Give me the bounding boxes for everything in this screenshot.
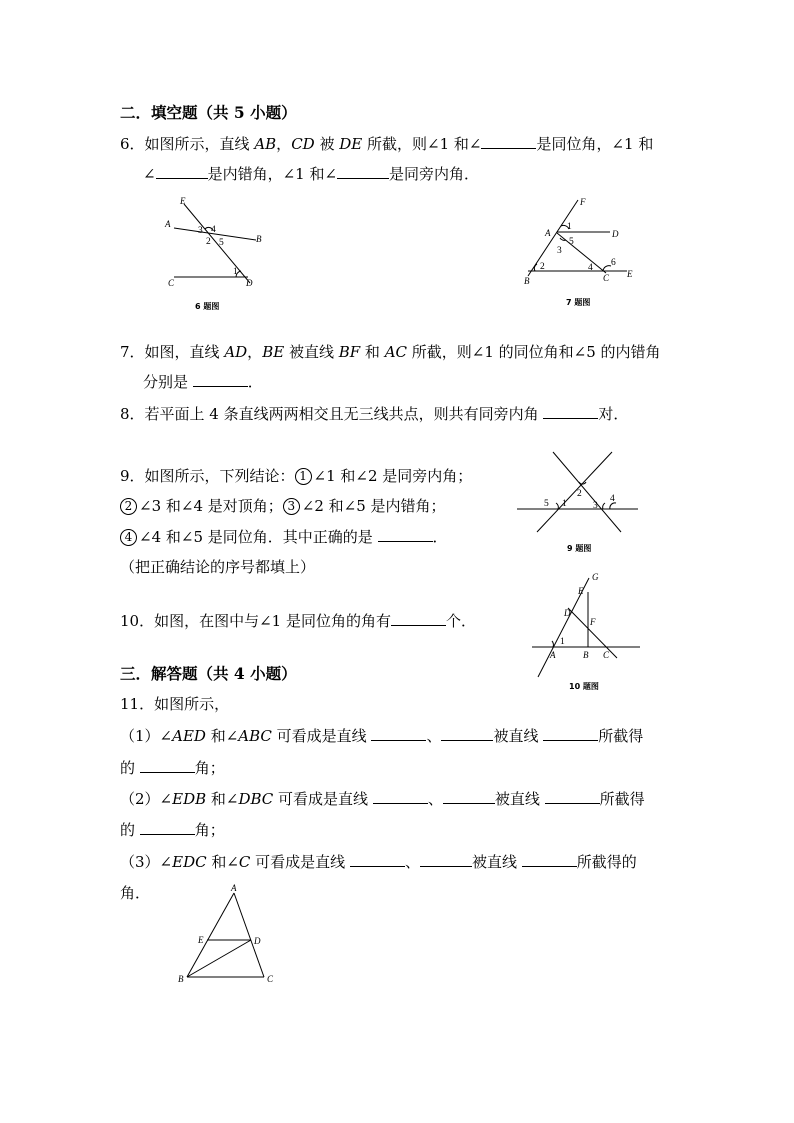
q11-p3-cut: 所截得的: [576, 853, 637, 871]
q6-mid: 被: [314, 135, 340, 153]
q8-post: 对．: [598, 405, 629, 423]
q11-p2-pre: （2）∠: [120, 790, 173, 808]
q6-line2-mid: 是内错角，∠1 和∠: [207, 165, 338, 183]
fig9-num-2: 2: [577, 489, 582, 499]
fig7-label-f: F: [580, 197, 586, 207]
q11-p3-edc: EDC: [172, 853, 207, 871]
q11-p1-by: 被直线: [493, 727, 544, 745]
fig7-label-e: E: [627, 269, 633, 279]
fig9-num-3: 3: [593, 501, 598, 511]
q9-line-4: （把正确结论的序号都填上）: [120, 558, 316, 576]
fig7-num-2: 2: [540, 262, 545, 272]
fig10-label-e: E: [578, 586, 584, 596]
q11-p2-dbc: DBC: [238, 790, 274, 808]
fig7-num-6: 6: [611, 258, 616, 268]
fig7-num-4: 4: [588, 263, 593, 273]
q7-text: 7．如图，直线: [120, 343, 225, 361]
fig7-label-b: B: [524, 276, 530, 286]
q7-bf: BF: [338, 343, 361, 361]
q11-p2-and: 和∠: [206, 790, 239, 808]
fig10-num-1: 1: [560, 637, 565, 647]
q11-p1-and: 和∠: [205, 727, 239, 745]
q10-text: 10．如图，在图中与∠1 是同位角的角有: [120, 612, 391, 630]
q10-post: 个．: [445, 612, 476, 630]
q9-line2-mid: ∠3 和∠4 是对顶角；: [139, 497, 283, 515]
q6-angle-sign: ∠: [143, 165, 156, 183]
q7-post: 所截，则∠1 的同位角和∠5 的内错角: [407, 343, 661, 361]
fig7-num-1: 1: [567, 222, 572, 232]
q6-line1-end: 是同位角，∠1 和: [536, 135, 654, 153]
q7-ac: AC: [384, 343, 408, 361]
q11-p3-c: C: [238, 853, 251, 871]
fig6-label-c: C: [168, 278, 175, 288]
fig7-caption: 7 题图: [566, 298, 591, 307]
fig9-num-5: 5: [544, 499, 549, 509]
fig11-segment-bd: [187, 940, 251, 977]
q6-comma: ，: [276, 135, 292, 153]
q7-line2-pre: 分别是: [143, 373, 193, 391]
q9-text: 9．如图所示，下列结论：: [120, 467, 295, 485]
fig11-label-e: E: [198, 935, 204, 945]
section-2-heading: 二．填空题（共 5 小题）: [120, 103, 297, 122]
q6-post: 所截，则∠1 和∠: [362, 135, 482, 153]
q11-p1-pre: （1）∠: [120, 727, 173, 745]
q9-line1-post: ∠1 和∠2 是同旁内角；: [313, 467, 473, 485]
fig7-num-5: 5: [569, 237, 574, 247]
fig6-num-4: 4: [211, 225, 216, 235]
q11-p1-text: 可看成是直线: [271, 727, 372, 745]
fig9-num-1: 1: [562, 499, 567, 509]
fig11-label-c: C: [267, 974, 274, 984]
q6-ab: AB: [254, 135, 277, 153]
q11-p1-cut: 所截得: [598, 727, 644, 745]
q11-p2-end: 角；: [194, 821, 225, 839]
q11-p1-aed: AED: [172, 727, 206, 745]
fig10-label-f: F: [590, 617, 596, 627]
q11-p2-sep: 、: [427, 790, 443, 808]
q11-p2-text: 可看成是直线: [273, 790, 373, 808]
fig11-label-a: A: [231, 883, 237, 893]
q6-cd: CD: [291, 135, 315, 153]
fig10-label-c: C: [603, 650, 610, 660]
q11-p2-by: 被直线: [494, 790, 545, 808]
q11-p3-text: 可看成是直线: [250, 853, 350, 871]
q6-line2-end: 是同旁内角．: [389, 165, 480, 183]
fig6-label-d: D: [246, 278, 253, 288]
fig7-label-c: C: [603, 273, 610, 283]
fig10-caption: 10 题图: [569, 682, 599, 691]
fig6-num-3: 3: [198, 226, 203, 236]
q9-option-3: 3: [283, 498, 300, 515]
fig10-label-a: A: [550, 650, 556, 660]
q8-text: 8．若平面上 4 条直线两两相交且无三线共点，则共有同旁内角: [120, 405, 544, 423]
fig6-caption: 6 题图: [195, 302, 220, 311]
fig6-num-5: 5: [219, 238, 224, 248]
fig9-caption: 9 题图: [567, 544, 592, 553]
q7-mid2: 和: [360, 343, 385, 361]
q6-text: 6．如图所示，直线: [120, 135, 255, 153]
q9-line2-post: ∠2 和∠5 是内错角；: [301, 497, 446, 515]
q11-p3-by: 被直线: [471, 853, 522, 871]
q6-de: DE: [339, 135, 363, 153]
fig11-side-ac: [234, 893, 264, 977]
q11-p3-pre: （3）∠: [120, 853, 173, 871]
q11-part-3-line-2: 角．: [120, 884, 151, 902]
q11-p1-sep: 、: [426, 727, 442, 745]
fig6-label-b: B: [256, 234, 262, 244]
q11-p1-abc: ABC: [238, 727, 272, 745]
fig11-label-d: D: [254, 936, 261, 946]
fig6-label-e: E: [180, 196, 186, 206]
q9-line3-pre: ∠4 和∠5 是同位角．其中正确的是: [139, 528, 378, 546]
fig6-num-2: 2: [206, 237, 211, 247]
q11-p2-edb: EDB: [172, 790, 207, 808]
q11-p3-and: 和∠: [206, 853, 239, 871]
fig7-label-a: A: [545, 228, 551, 238]
fig11-label-b: B: [178, 974, 184, 984]
q11-p3-sep: 、: [404, 853, 420, 871]
fig9-num-4: 4: [610, 494, 615, 504]
fig6-num-1: 1: [233, 267, 238, 277]
q11-p2-de: 的: [120, 821, 140, 839]
fig10-label-d: D: [564, 608, 571, 618]
q11-p1-end: 角；: [194, 759, 225, 777]
q11-p2-cut: 所截得: [599, 790, 645, 808]
q9-line3-post: ．: [432, 528, 448, 546]
q11-p1-de: 的: [120, 759, 140, 777]
fig7-num-3: 3: [557, 246, 562, 256]
fig6-label-a: A: [165, 219, 171, 229]
q9-option-1: 1: [295, 468, 312, 485]
q9-option-2: 2: [120, 498, 137, 515]
q7-line2-post: ．: [247, 373, 263, 391]
section-3-heading: 三．解答题（共 4 小题）: [120, 664, 297, 683]
q11-intro: 11．如图所示，: [120, 695, 230, 713]
q9-option-4: 4: [120, 529, 137, 546]
q7-be: BE: [262, 343, 285, 361]
fig10-label-b: B: [583, 650, 589, 660]
q7-mid1: 被直线: [284, 343, 339, 361]
q7-comma: ，: [247, 343, 263, 361]
fig7-label-d: D: [612, 229, 619, 239]
q7-ad: AD: [224, 343, 248, 361]
fig11-side-ab: [187, 893, 234, 977]
fig10-label-g: G: [592, 572, 599, 582]
